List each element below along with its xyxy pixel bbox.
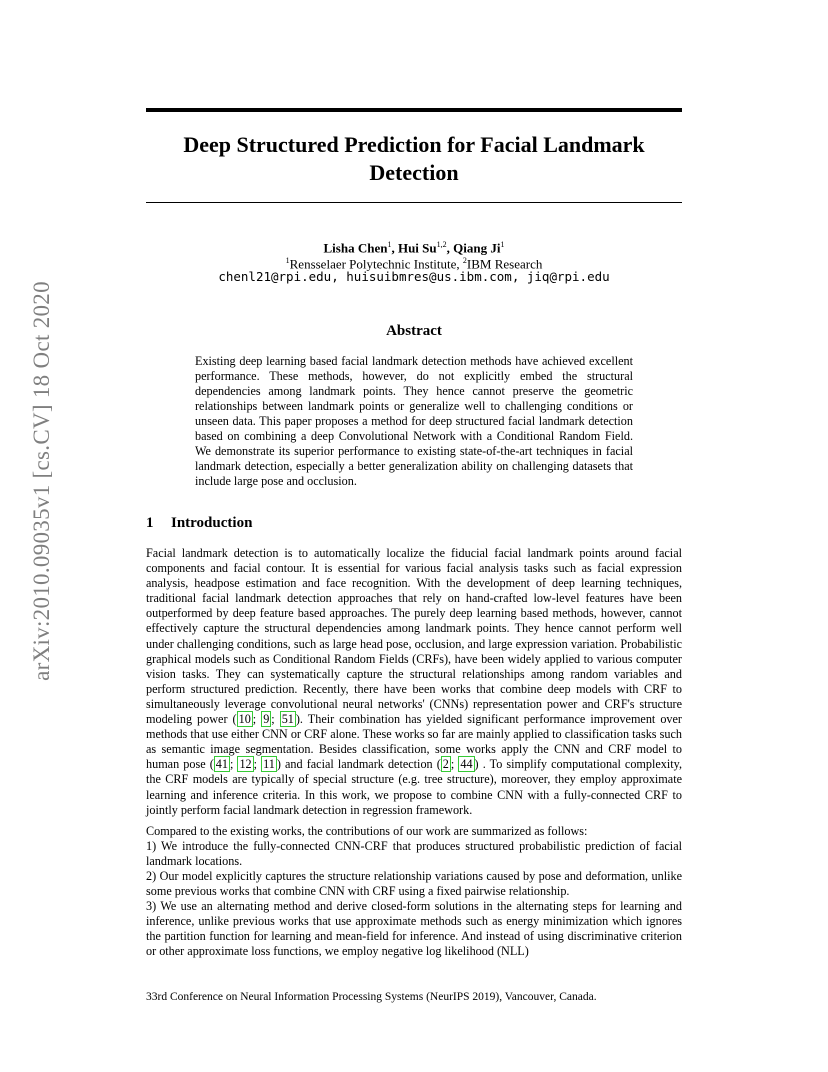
conference-footer: 33rd Conference on Neural Information Processing Systems (NeurIPS 2019), Vancouver, Canada. <box>146 991 597 1003</box>
section-number: 1 <box>146 515 154 531</box>
section-body <box>146 546 682 966</box>
citation-link[interactable]: 12 <box>239 757 252 772</box>
author-emails: chenl21@rpi.edu, huisuibmres@us.ibm.com, jiq@rpi.edu <box>218 269 610 284</box>
affil-mark: 2 <box>462 256 467 265</box>
citation-link[interactable]: 9 <box>263 712 270 727</box>
author-affil-mark: 1 <box>387 240 392 249</box>
paper-title: Deep Structured Prediction for Facial Landmark Detection <box>183 132 645 185</box>
author-list: Lisha Chen$^1$, Hui Su$^{1,2}$, Qiang Ji$^1$ <box>323 240 505 256</box>
affil-mark: 1 <box>285 256 290 265</box>
arxiv-stamp-text: arXiv:2010.09035v1 [cs.CV] 18 Oct 2020 <box>29 280 54 681</box>
author-name: Qiang Ji <box>453 240 501 256</box>
contribution-item: 1) We introduce the fully-connected CNN-CRF that produces structured probabilistic prediction of facial landmark locations. <box>146 838 682 868</box>
citation-link[interactable]: 44 <box>460 757 473 772</box>
affil-inst2: IBM Research <box>466 256 543 272</box>
title-bottom-rule <box>146 202 682 203</box>
abstract-heading: Abstract <box>386 323 442 339</box>
title-top-rule <box>146 108 682 112</box>
abstract-text: Existing deep learning based facial landmark detection methods have achieved excellent performance. These methods, however, do not explicitly embed the structural dependencies among landmark points. They hence cannot preserve the geometric relationships between landmark points or generalize well to challenging conditions or unseen data. This paper proposes a method for deep structured facial landmark detection based on combining a deep Convolutional Network with a Conditional Random Field. We demonstrate its superior performance to existing state-of-the-art techniques in facial landmark detection, especially a better generalization ability on challenging datasets that include large pose and occlusion. <box>195 354 633 488</box>
author-affil-mark: 1 <box>500 240 505 249</box>
section-heading <box>146 514 252 532</box>
citation-link[interactable]: 51 <box>281 712 294 727</box>
citation-link[interactable]: 2 <box>442 757 449 772</box>
contribution-item: 2) Our model explicitly captures the structure relationship variations caused by pose and deformation, unlike some previous works that combine CNN with CRF using a fixed pairwise relationship. <box>146 868 682 899</box>
paragraph-text: ) and facial landmark detection ( <box>276 757 441 772</box>
citation-link[interactable]: 41 <box>215 757 228 772</box>
contributions <box>146 824 682 960</box>
author-affil-mark: 1,2 <box>436 240 447 249</box>
paragraph-text: Facial landmark detection is to automatically localize the fiducial facial landmark points around facial components and facial contour. It is essential for various facial analysis tasks such as facial expression analysis, headpose estimation and face recognition. With the development of deep learning techniques, traditional facial landmark detection approaches that rely on hand-crafted low-level features have been outperformed by deep feature based approaches. The purely deep learning based methods, however, cannot effectively capture the structural dependencies among landmark points. They hence cannot perform well under challenging conditions, such as large head pose, occlusion, and large expression variation. Probabilistic graphical models such as Conditional Random Fields (CRFs), have been widely applied to various computer vision tasks. They can systematically capture the structural relationships among random variables and perform structured prediction. Recently, there have been works that combine deep models with CRF to simultaneously leverage convolutional neural networks' (CNNs) representation power and CRF's structure modeling power ( <box>146 546 682 727</box>
contributions-intro: Compared to the existing works, the contributions of our work are summarized as follows: <box>146 823 588 838</box>
section-title: Introduction <box>171 515 253 531</box>
paragraph-text: ) . To simplify computational complexity, the CRF models are typically of special structure (e.g. tree structure), moreover, they employ approximate learning and inference criteria. In this work, we propose to combine CNN with a fully-connected CRF to jointly perform facial landmark detection in regression framework. <box>146 757 683 817</box>
author-name: Lisha Chen <box>323 240 388 256</box>
author-name: Hui Su <box>397 240 437 256</box>
citation-link[interactable]: 10 <box>238 712 251 727</box>
contribution-item: 3) We use an alternating method and derive closed-form solutions in the alternating steps for learning and inference, unlike previous works that use approximate methods such as energy minimization which ignores the partition function for learning and mean-field for inference. And instead of using discriminative criterion or other approximate loss functions, we employ negative log likelihood (NLL) <box>146 899 682 959</box>
paragraph: Facial landmark detection is to automatically localize the fiducial facial landmark points around facial components and facial contour. It is essential for various facial analysis tasks such as facial expression analysis, headpose estimation and face recognition. With the development of deep learning techniques, traditional facial landmark detection approaches that rely on hand-crafted low-level features have been outperformed by deep feature based approaches. The purely deep learning based methods, however, cannot effectively capture the structural dependencies among landmark points. They hence cannot perform well under challenging conditions, such as large head pose, occlusion, and large expression variation. Probabilistic graphical models such as Conditional Random Fields (CRFs), have been widely applied to various computer vision tasks. They can systematically capture the structural relationships among random variables and perform structured prediction. Recently, there have been works that combine deep models with CRF to simultaneously leverage convolutional neural networks' (CNNs) representation power and CRF's structure modeling power ( 10 ; 9 ; 51 ). Their combination has yielded significant performance improvement over methods that use either CNN or CRF alone. These works so far are mainly applied to classification tasks such as semantic image segmentation. Besides classification, some works apply the CNN and CRF model to human pose ( 41 ; 12 ; 11 ) and facial landmark detection ( 2 ; 44 ) . To simplify computational complexity, the CRF models are typically of special structure (e.g. tree structure), moreover, they employ approximate learning and inference criteria. In this work, we propose to combine CNN with a fully-connected CRF to jointly perform facial landmark detection in regression framework. <box>146 546 683 817</box>
arxiv-stamp <box>24 280 60 681</box>
citation-link[interactable]: 11 <box>263 757 275 772</box>
paragraph-text: ). Their combination has yielded significant performance improvement over methods that use either CNN or CRF alone. These works so far are mainly applied to classification tasks such as semantic image segmentation. Besides classification, some works apply the CNN and CRF model to human pose ( <box>146 712 682 772</box>
affil-inst1: Rensselaer Polytechnic Institute, <box>289 256 463 272</box>
